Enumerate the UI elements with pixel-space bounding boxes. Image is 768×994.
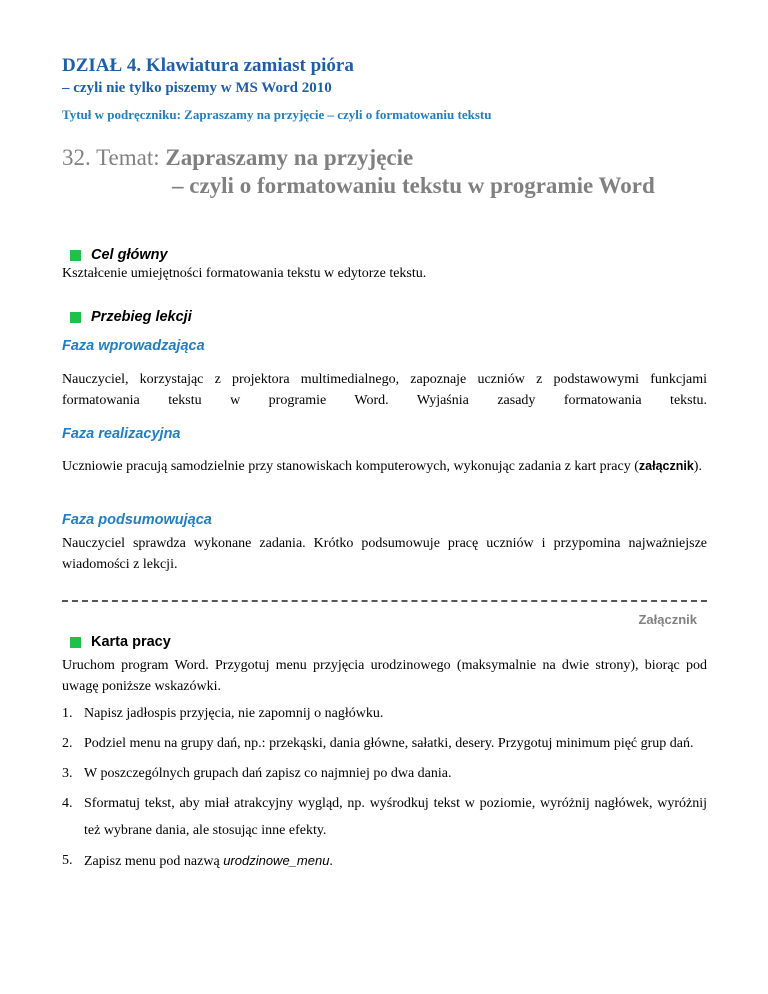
chapter-subtitle: – czyli nie tylko piszemy w MS Word 2010	[62, 80, 332, 96]
course-heading-text: Przebieg lekcji	[91, 309, 192, 325]
phase-title-summary: Faza podsumowująca	[62, 512, 212, 528]
textbook-title: Tytuł w podręczniku: Zapraszamy na przyjęcie – czyli o formatowaniu tekstu	[62, 107, 492, 122]
list-item	[62, 700, 707, 727]
green-square-bullet-icon	[70, 312, 81, 323]
green-square-bullet-icon	[70, 250, 81, 261]
section-heading-course	[70, 309, 192, 325]
worksheet-intro: Uruchom program Word. Przygotuj menu przyjęcia urodzinowego (maksymalnie na dwie strony), biorąc pod uwagę poniższe wskazówki.	[62, 658, 707, 694]
lesson-number: 32. Temat:	[62, 145, 166, 170]
task-text: Zapisz menu pod nazwą	[84, 854, 224, 869]
phase-title-intro: Faza wprowadzająca	[62, 338, 205, 354]
attachment-reference: załącznik	[638, 459, 694, 473]
attachment-label: Załącznik	[638, 612, 697, 627]
phase-text-realization-before: Uczniowie pracują samodzielnie przy stanowiskach komputerowych, wykonując zadania z kart pracy (	[62, 459, 639, 474]
task-list	[62, 700, 707, 878]
list-item	[62, 847, 707, 875]
list-item	[62, 760, 707, 787]
task-number: 4.	[62, 796, 73, 811]
task-text: Sformatuj tekst, aby miał atrakcyjny wygląd, np. wyśrodkuj tekst w poziomie, wyróżnij nagłówek, wyróżnij też wybrane dania, ale stosując inne efekty.	[84, 796, 707, 838]
goal-heading-text: Cel główny	[91, 247, 168, 263]
phase-text-realization-after: ).	[693, 459, 702, 474]
task-text: Napisz jadłospis przyjęcia, nie zapomnij o nagłówku.	[84, 706, 384, 721]
lesson-topic-line2: – czyli o formatowaniu tekstu w programie Word	[172, 173, 655, 198]
phase-text-intro	[62, 369, 707, 411]
task-text: Podziel menu na grupy dań, np.: przekąski, dania główne, sałatki, desery. Przygotuj minimum pięć grup dań.	[84, 736, 694, 751]
section-heading-goal	[70, 247, 168, 263]
chapter-title: DZIAŁ 4. Klawiatura zamiast pióra	[62, 55, 354, 76]
section-heading-worksheet	[70, 634, 171, 650]
goal-text: Kształcenie umiejętności formatowania tekstu w edytorze tekstu.	[62, 266, 427, 281]
task-text: W poszczególnych grupach dań zapisz co najmniej po dwa dania.	[84, 766, 452, 781]
task-text-end: .	[329, 854, 333, 869]
phase-title-realization: Faza realizacyjna	[62, 426, 181, 442]
worksheet-heading-text: Karta pracy	[91, 634, 171, 650]
phase-text-intro-content: Nauczyciel, korzystając z projektora multimedialnego, zapoznaje uczniów z podstawowymi funkcjami formatowania tekstu w programie Word. Wyjaśnia zasady formatowania tekstu.	[62, 372, 707, 408]
task-number: 1.	[62, 706, 73, 721]
list-item	[62, 730, 707, 757]
list-item	[62, 790, 707, 844]
phase-text-summary: Nauczyciel sprawdza wykonane zadania. Krótko podsumowuje pracę uczniów i przypomina najważniejsze wiadomości z lekcji.	[62, 536, 707, 572]
dashed-divider	[62, 600, 707, 602]
green-square-bullet-icon	[70, 637, 81, 648]
lesson-title: Zapraszamy na przyjęcie	[165, 145, 414, 170]
task-number: 3.	[62, 766, 73, 781]
lesson-topic-line1	[62, 145, 413, 171]
file-name: urodzinowe_menu	[223, 853, 330, 868]
task-number: 2.	[62, 736, 73, 751]
phase-text-realization	[62, 456, 707, 477]
task-number: 5.	[62, 853, 73, 868]
